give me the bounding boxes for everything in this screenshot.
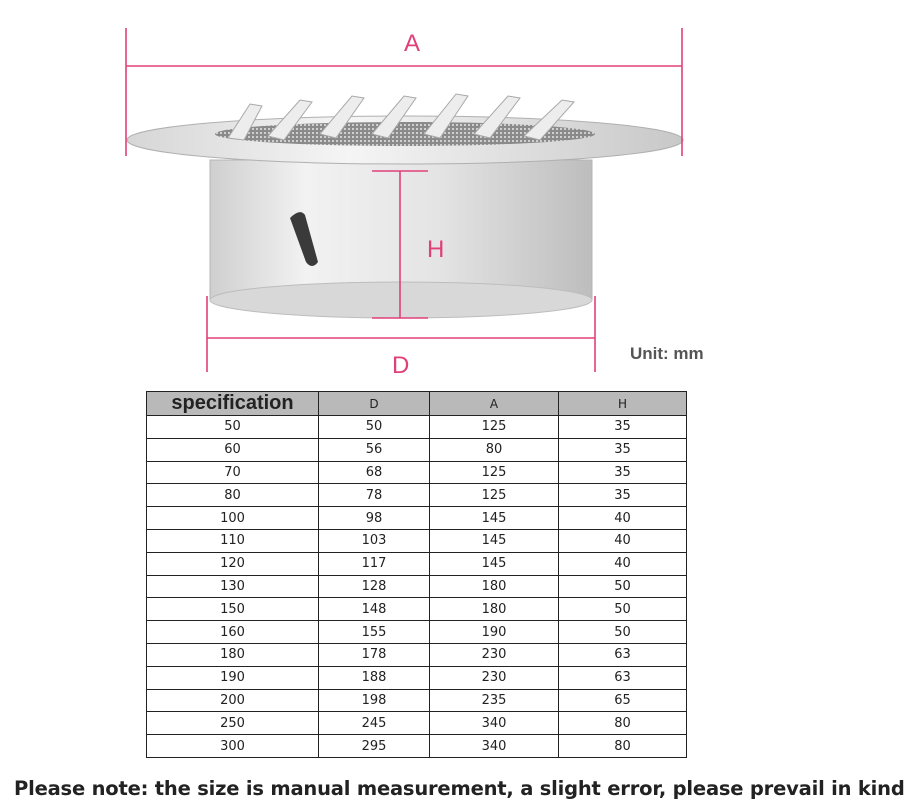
- vent-cap-illustration: [0, 0, 808, 390]
- table-body: [147, 416, 687, 758]
- table-cell: 180: [430, 575, 559, 598]
- table-cell: 198: [319, 689, 430, 712]
- table-cell: 180: [147, 643, 319, 666]
- table-cell: 110: [147, 529, 319, 552]
- header-specification: specification: [147, 392, 319, 416]
- table-cell: 245: [319, 712, 430, 735]
- specification-table: [146, 391, 687, 758]
- table-cell: 230: [430, 643, 559, 666]
- vent-body: [210, 160, 592, 318]
- header-d: D: [319, 392, 430, 416]
- table-cell: 40: [559, 552, 687, 575]
- table-row: [147, 575, 687, 598]
- table-cell: 145: [430, 529, 559, 552]
- table-cell: 98: [319, 507, 430, 530]
- table-cell: 120: [147, 552, 319, 575]
- table-cell: 340: [430, 735, 559, 758]
- table-cell: 65: [559, 689, 687, 712]
- table-cell: 63: [559, 643, 687, 666]
- table-cell: 150: [147, 598, 319, 621]
- table-cell: 63: [559, 666, 687, 689]
- vent-flange: [127, 116, 683, 164]
- table-row: [147, 416, 687, 439]
- table-cell: 145: [430, 507, 559, 530]
- table-cell: 125: [430, 484, 559, 507]
- table-cell: 178: [319, 643, 430, 666]
- table-cell: 68: [319, 461, 430, 484]
- table-cell: 50: [559, 575, 687, 598]
- table-row: [147, 735, 687, 758]
- table-cell: 80: [559, 712, 687, 735]
- table-cell: 148: [319, 598, 430, 621]
- table-cell: 56: [319, 438, 430, 461]
- table-cell: 35: [559, 416, 687, 439]
- table-cell: 188: [319, 666, 430, 689]
- table-row: [147, 666, 687, 689]
- table-row: [147, 461, 687, 484]
- table-cell: 235: [430, 689, 559, 712]
- table-header-row: [147, 392, 687, 416]
- header-h: H: [559, 392, 687, 416]
- table-cell: 80: [147, 484, 319, 507]
- product-diagram: [0, 0, 808, 390]
- table-row: [147, 484, 687, 507]
- table-cell: 155: [319, 621, 430, 644]
- table-cell: 128: [319, 575, 430, 598]
- table-cell: 125: [430, 416, 559, 439]
- table-cell: 80: [559, 735, 687, 758]
- table-cell: 100: [147, 507, 319, 530]
- table-row: [147, 621, 687, 644]
- table-cell: 50: [559, 621, 687, 644]
- table-cell: 103: [319, 529, 430, 552]
- dimension-label-d: D: [392, 352, 410, 379]
- table-cell: 78: [319, 484, 430, 507]
- table-row: [147, 552, 687, 575]
- dimension-label-h: H: [427, 236, 445, 263]
- header-a: A: [430, 392, 559, 416]
- table-cell: 40: [559, 507, 687, 530]
- table-cell: 80: [430, 438, 559, 461]
- table-cell: 117: [319, 552, 430, 575]
- table-cell: 145: [430, 552, 559, 575]
- table-cell: 50: [319, 416, 430, 439]
- measurement-note: Please note: the size is manual measurement, a slight error, please prevail in kind: [14, 777, 905, 800]
- table-cell: 300: [147, 735, 319, 758]
- unit-label: Unit: mm: [630, 344, 704, 363]
- table-row: [147, 643, 687, 666]
- table-cell: 50: [559, 598, 687, 621]
- table-cell: 130: [147, 575, 319, 598]
- table-cell: 40: [559, 529, 687, 552]
- table-cell: 200: [147, 689, 319, 712]
- table-cell: 295: [319, 735, 430, 758]
- table-row: [147, 438, 687, 461]
- table-cell: 250: [147, 712, 319, 735]
- table-cell: 190: [430, 621, 559, 644]
- table-cell: 35: [559, 438, 687, 461]
- table-cell: 180: [430, 598, 559, 621]
- table-cell: 230: [430, 666, 559, 689]
- table-cell: 190: [147, 666, 319, 689]
- table-row: [147, 712, 687, 735]
- table-cell: 35: [559, 461, 687, 484]
- table-cell: 340: [430, 712, 559, 735]
- table-cell: 50: [147, 416, 319, 439]
- table-row: [147, 529, 687, 552]
- table-row: [147, 689, 687, 712]
- table-cell: 70: [147, 461, 319, 484]
- table-row: [147, 507, 687, 530]
- table-cell: 160: [147, 621, 319, 644]
- table-cell: 35: [559, 484, 687, 507]
- table-cell: 60: [147, 438, 319, 461]
- table-row: [147, 598, 687, 621]
- table-cell: 125: [430, 461, 559, 484]
- dimension-label-a: A: [404, 30, 421, 57]
